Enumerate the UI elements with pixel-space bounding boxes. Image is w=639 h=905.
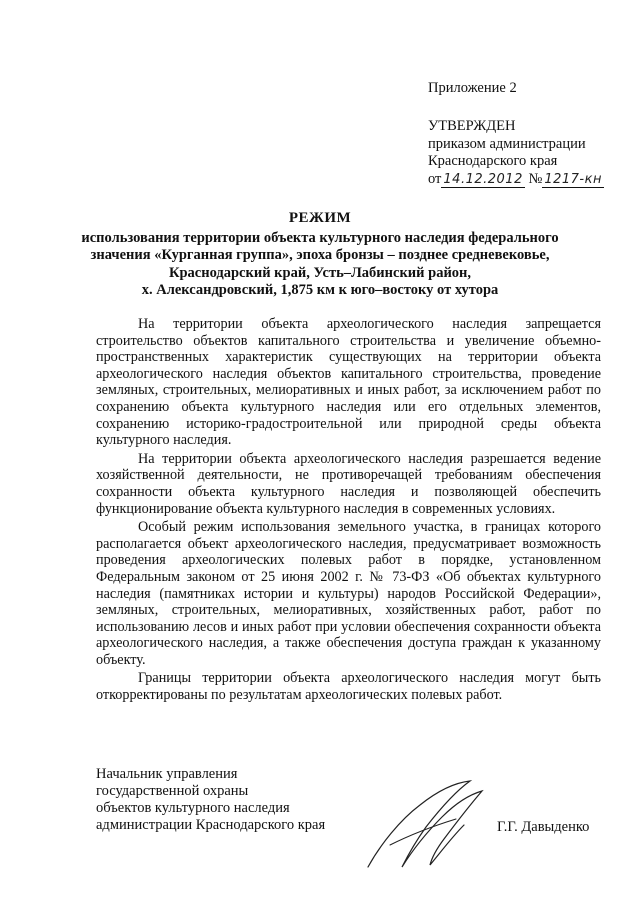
- title-line-1: использования территории объекта культурного наследия федерального: [81, 229, 559, 246]
- title-main: РЕЖИМ: [288, 210, 352, 226]
- signatory-line-1: Начальник управления: [96, 766, 238, 782]
- paragraph-boundaries: Границы территории объекта археологического наследия могут быть откорректированы по результатам археологических полевых работ.: [96, 670, 601, 704]
- signatory-line-4: администрации Краснодарского края: [96, 817, 326, 833]
- paragraph-prohibitions: На территории объекта археологического наследия запрещается строительство объектов капитального строительства и увеличение объемно-пространственных характеристик существующих на территории объекта археологического наследия объектов капитального строительства, проведение земляных, строительных, мелиоративных и иных работ, за исключением работ по сохранению объекта культурного наследия или его отдельных элементов, сохранению историко-градостроительной или природной среды объекта культурного наследия.: [96, 316, 601, 449]
- signatory-line-3: объектов культурного наследия: [96, 800, 290, 816]
- approval-heading: УТВЕРЖДЕН: [428, 118, 516, 134]
- title-line-2: значения «Курганная группа», эпоха бронзы – позднее средневековье,: [90, 247, 550, 263]
- signer-name: Г.Г. Давыденко: [497, 819, 590, 835]
- signatory-line-2: государственной охраны: [96, 783, 249, 799]
- date-prefix: от: [428, 170, 442, 187]
- title-line-4: х. Александровский, 1,875 км к юго–востоку от хутора: [141, 282, 499, 298]
- appendix-label: Приложение 2: [428, 80, 517, 96]
- approval-stamp: [428, 118, 628, 188]
- signatory-position: [96, 766, 325, 834]
- document-title: [60, 210, 580, 300]
- number-prefix: №: [528, 170, 543, 187]
- paragraph-permissions: На территории объекта археологического наследия разрешается ведение хозяйственной деятельности, не противоречащей требованиям обеспечения сохранности объекта культурного наследия и позволяющей обеспечить функционирование объекта культурного наследия в современных условиях.: [96, 450, 601, 517]
- title-line-3: Краснодарский край, Усть–Лабинский район,: [168, 264, 472, 281]
- handwritten-number: 1217-кн: [544, 171, 602, 187]
- paragraph-special-regime: Особый режим использования земельного участка, в границах которого располагается объект археологического наследия, предусматривает возможность проведения археологических полевых работ в порядке, установленном Федеральным законом от 25 июня 2002 г. № 73-ФЗ «Об объектах культурного наследия (памятниках истории и культуры) народов Российской Федерации», земляных, строительных, мелиоративных, хозяйственных работ, работ по использованию лесов и иных работ при условии обеспечения сохранности объекта археологического наследия, а также обеспечения доступа граждан к указанному объекту.: [96, 519, 601, 668]
- approval-line-1: приказом администрации: [428, 135, 586, 152]
- document-body: [96, 316, 601, 706]
- approval-date-line: [428, 171, 628, 189]
- approval-line-2: Краснодарского края: [428, 153, 558, 169]
- handwritten-date: 14.12.2012: [443, 171, 523, 187]
- handwritten-signature-icon: [360, 775, 500, 875]
